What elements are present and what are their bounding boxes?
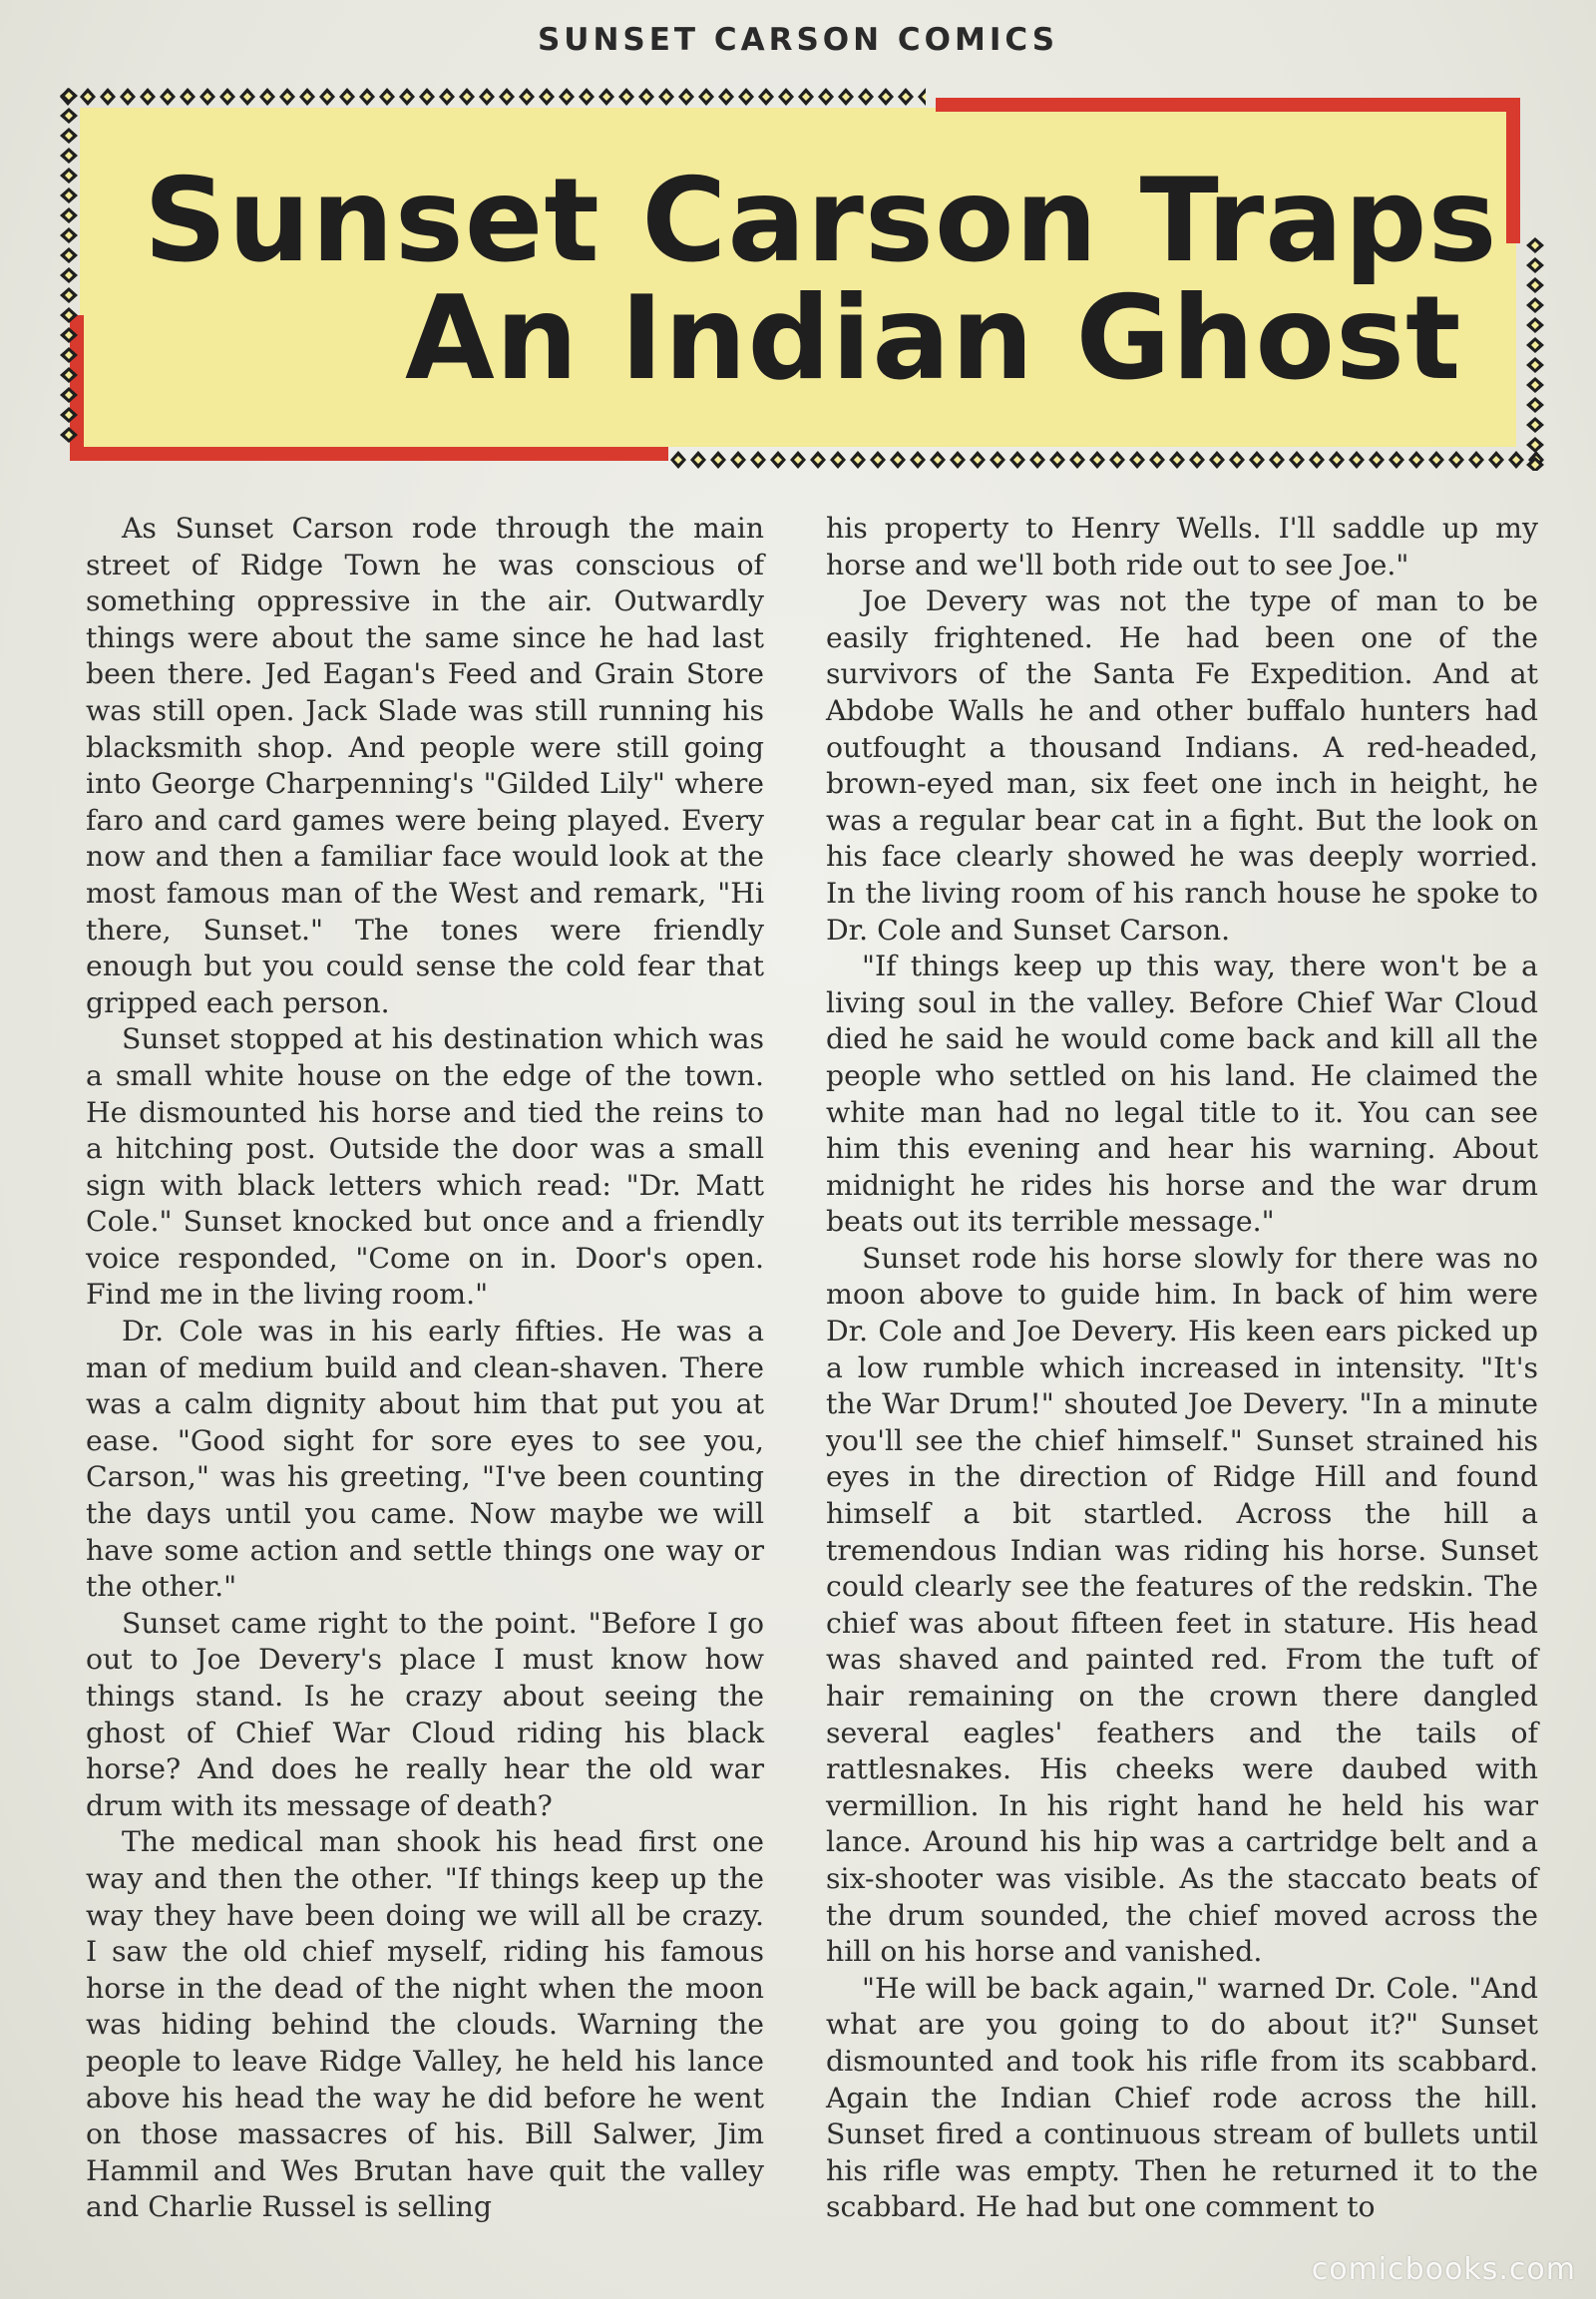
- text-column-right: [826, 511, 1538, 2226]
- diamond-border-top: [58, 86, 926, 108]
- diamond-border-right: [1524, 235, 1546, 471]
- red-frame-right: [1506, 98, 1520, 243]
- site-watermark: comicbooks.com: [1311, 2252, 1576, 2287]
- red-frame-top: [936, 98, 1512, 112]
- text-column-left: [86, 511, 764, 2226]
- red-frame-bottom: [70, 447, 668, 461]
- paragraph: Sunset rode his horse slowly for there was no moon above to guide him. In back of him were Dr. Cole and Joe Devery. His keen ears picked up a low rumble which increased in intensity. "It's the War Drum!" shouted Joe Devery. "In a minute you'll see the chief himself." Sunset strained his eyes in the direction of Ridge Hill and found himself a bit startled. Across the hill a tremendous Indian was riding his horse. Sunset could clearly see the features of the redskin. The chief was about fifteen feet in stature. His head was shaved and painted red. From the tuft of hair remaining on the crown there dangled several eagles' feathers and the tails of rattlesnakes. His cheeks were daubed with vermillion. In his right hand he held his war lance. Around his hip was a cartridge belt and a six-shooter was visible. As the staccato beats of the drum sounded, the chief moved across the hill on his horse and vanished.: [826, 1241, 1538, 1969]
- title-panel: [58, 86, 1546, 471]
- running-head: SUNSET CARSON COMICS: [537, 22, 1059, 58]
- paragraph: Dr. Cole was in his early fifties. He was a man of medium build and clean-shaven. There was a calm dignity about him that put you at ease. "Good sight for sore eyes to see you, Carson," was his greeting, "I've been counting the days until you came. Now maybe we will have some action and settle things one way or the other.": [86, 1315, 764, 1604]
- diamond-border-bottom: [668, 449, 1546, 471]
- paragraph: "He will be back again," warned Dr. Cole. "And what are you going to do about it?" Sunset dismounted and took his rifle from its scabbard. Again the Indian Chief rode across the hill. Sunset fired a continuous stream of bullets until his rifle was empty. Then he returned it to the scabbard. He had but one comment to: [826, 1971, 1538, 2224]
- paragraph: "If things keep up this way, there won't be a living soul in the valley. Before Chief War Cloud died he said he would come back and kill all the people who settled on his land. He claimed the white man had no legal title to it. You can see him this evening and hear his warning. About midnight he rides his horse and the war drum beats out its terrible message.": [826, 950, 1538, 1239]
- story-title-line-2: An Indian Ghost: [405, 271, 1462, 406]
- diamond-border-left: [58, 86, 80, 445]
- paragraph: Sunset came right to the point. "Before I go out to Joe Devery's place I must know how things stand. Is he crazy about seeing the ghost of Chief War Cloud riding his black horse? And does he really hear the old war drum with its message of death?: [86, 1606, 764, 1822]
- paragraph: As Sunset Carson rode through the main street of Ridge Town he was conscious of something oppressive in the air. Outwardly things were about the same since he had last been there. Jed Eagan's Feed and Grain Store was still open. Jack Slade was still running his blacksmith shop. And people were still going into George Charpenning's "Gilded Lily" where faro and card games were being played. Every now and then a familiar face would look at the most famous man of the West and remark, "Hi there, Sunset." The tones were friendly enough but you could sense the cold fear that gripped each person.: [86, 512, 764, 1019]
- paragraph: his property to Henry Wells. I'll saddle up my horse and we'll both ride out to see Joe.": [826, 512, 1538, 581]
- paragraph: The medical man shook his head first one way and then the other. "If things keep up the way they have been doing we will all be crazy. I saw the old chief myself, riding his famous horse in the dead of the night when the moon was hiding behind the clouds. Warning the people to leave Ridge Valley, he held his lance above his head the way he did before he went on those massacres of his. Bill Salwer, Jim Hammil and Wes Brutan have quit the valley and Charlie Russel is selling: [86, 1825, 764, 2224]
- story-title-line-1: Sunset Carson Traps: [144, 154, 1498, 288]
- paragraph: Joe Devery was not the type of man to be easily frightened. He had been one of the survivors of the Santa Fe Expedition. And at Abdobe Walls he and other buffalo hunters had outfought a thousand Indians. A red-headed, brown-eyed man, six feet one inch in height, he was a regular bear cat in a fight. But the look on his face clearly showed he was deeply worried. In the living room of his ranch house he spoke to Dr. Cole and Sunset Carson.: [826, 584, 1538, 947]
- paragraph: Sunset stopped at his destination which was a small white house on the edge of the town. He dismounted his horse and tied the reins to a hitching post. Outside the door was a small sign with black letters which read: "Dr. Matt Cole." Sunset knocked but once and a friendly voice responded, "Come on in. Door's open. Find me in the living room.": [86, 1022, 764, 1312]
